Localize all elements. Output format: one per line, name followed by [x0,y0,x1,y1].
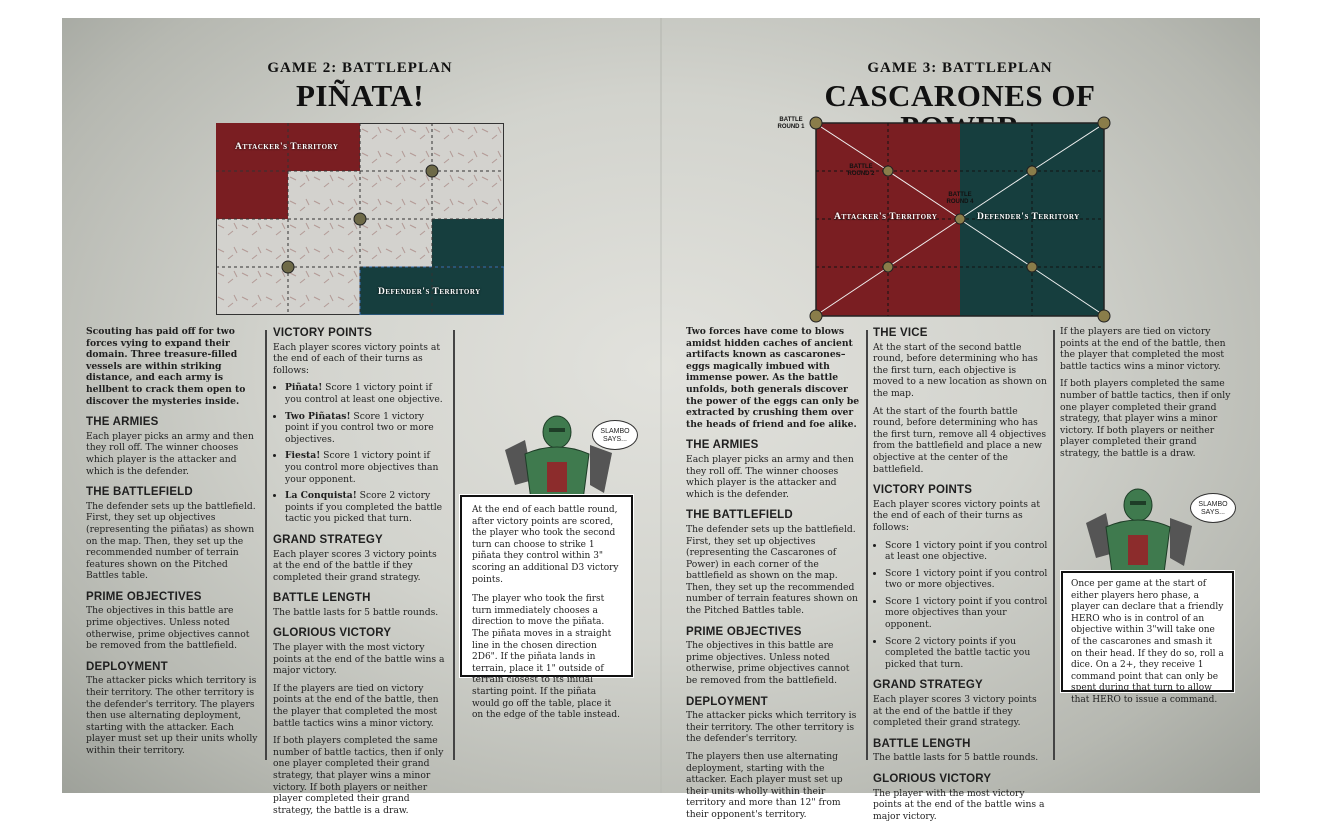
vp-item: • Two Piñatas! Score 1 victory point if you control two or more objectives. [285,411,448,446]
pinata-rule-box [460,495,633,721]
battlefield-text: The defender sets up the battlefield. First, they set up objectives (representing the Cascarones of Power) in each corner of the battlefield as shown on the map. Then, they set up the recommended number of terrain features shown on the Pitched Battles table. [686,523,858,617]
pinata-objective-2 [354,213,366,225]
pinata-rule-text-1: At the end of each battle round, after victory points are scored, the player who took the second turn can choose to strike 1 piñata they control within 3" scoring an additional D3 victory points. [472,505,619,585]
armies-text: Each player picks an army and then they roll off. The winner chooses which player is the attacker and which is the defender. [686,453,854,500]
grand-strategy-heading: GRAND STRATEGY [273,533,383,546]
glorious-victory-text-1: The player with the most victory points at the end of the battle wins a major victory. [873,787,1045,822]
deployment-heading: DEPLOYMENT [686,695,768,708]
battle-length-heading: BATTLE LENGTH [873,737,971,750]
cascarone-objective [1098,117,1110,129]
game2-title: PIÑATA! [295,78,425,113]
vp-item: • Score 1 victory point if you control more objectives than your opponent. [885,596,1048,631]
vice-text-1: At the start of the second battle round, before determining who has the first turn, each objective is moved to a new location as shown on the map. [873,341,1047,399]
prime-objectives-heading: PRIME OBJECTIVES [86,590,202,603]
cascarone-objective [883,262,893,272]
slambo-speech-bubble: SLAMBO SAYS... [592,420,638,450]
armies-text: Each player picks an army and then they roll off. The winner chooses which player is the attacker and which is the defender. [86,430,254,477]
glorious-victory-heading: GLORIOUS VICTORY [273,627,392,640]
right-column-2 [873,326,1048,828]
vice-heading: THE VICE [873,327,928,339]
deployment-text-2: The players then use alternating deployment, starting with the attacker. Each player must set up their units wholly within their territory and more than 12" from their opponent's territory. [686,751,843,820]
battlefield-heading: THE BATTLEFIELD [86,486,193,499]
glorious-victory-text-3: If both players completed the same number of battle tactics, then if only one player completed their grand strategy, that player wins a minor victory. If both players or neither player completed their grand strategy, the battle is a draw. [1060,378,1231,459]
victory-points-heading: VICTORY POINTS [873,484,973,497]
vp-item: • La Conquista! Score 2 victory points if you completed the battle tactic you picked that turn. [285,490,448,525]
cascarone-objective [883,166,893,176]
attacker-territory-label: Attacker's Territory [834,212,938,222]
attacker-territory-label: Attacker's Territory [235,142,339,152]
cascarones-rule-text: Once per game at the start of either players hero phase, a player can declare that a friendly HERO who is in control of an objective within 3"will take one of the cascarones and smash it on their head. If they do so, roll a dice. On a 2+, they receive 1 command point that can only be spent during that turn to allow that HERO to issue a command. [1071,579,1224,705]
slambo-character-illustration [1080,483,1200,573]
deployment-text-1: The attacker picks which territory is their territory. The other territory is the defender's territory. [686,710,857,745]
victory-points-text: Each player scores victory points at the end of each of their turns as follows: [873,498,1041,533]
glorious-victory-text-2: If the players are tied on victory points at the end of the battle, then the player that completed the most battle tactics wins a minor victory. [273,682,439,729]
victory-points-list [873,540,1048,671]
game3-title: CASCARONES OF [824,78,1096,113]
battlefield-heading: THE BATTLEFIELD [686,509,793,522]
vp-item: • Fiesta! Score 1 victory point if you control more objectives than your opponent. [285,450,448,485]
column-divider [866,330,868,760]
column-divider [265,330,267,760]
battle-length-text: The battle lasts for 5 battle rounds. [873,752,1039,764]
right-column-1 [686,326,860,827]
prime-objectives-text: The objectives in this battle are prime objectives. Unless noted otherwise, prime objectives cannot be removed from the battlefield. [686,640,850,687]
victory-points-heading: VICTORY POINTS [273,327,373,339]
vp-item: • Score 2 victory points if you completed the battle tactic you picked that turn. [885,636,1048,671]
armies-heading: THE ARMIES [86,416,159,429]
cascarone-objective [955,214,965,224]
grand-strategy-heading: GRAND STRATEGY [873,679,983,692]
pinata-objective-1 [426,165,438,177]
column-divider [1053,330,1055,760]
cascarone-objective [1027,262,1037,272]
glorious-victory-text-1: The player with the most victory points at the end of the battle wins a major victory. [273,642,445,677]
grand-strategy-text: Each player scores 3 victory points at the end of the battle if they completed their grand strategy. [873,694,1037,729]
cascarones-rule-box [1061,571,1234,705]
intro-text: Two forces have come to blows amidst hidden caches of ancient artifacts known as cascarones–eggs magically imbued with immense power. As the battle unfolds, both generals discover the power of the eggs can only be extracted by crushing them over the heads of friend and foe alike. [686,326,860,430]
battle-round-2-label: BATTLE ROUND 2 [847,164,875,177]
cascarone-objective [1027,166,1037,176]
game3-subtitle: GAME 3: BATTLEPLAN [867,60,1053,76]
cascarone-objective [810,117,822,129]
slambo-speech-bubble: SLAMBO SAYS... [1190,493,1236,523]
glorious-victory-text-2: If the players are tied on victory points at the end of the battle, then the player that completed the most battle tactics wins a minor victory. [1060,326,1226,372]
cascarone-objective [1098,310,1110,322]
deployment-heading: DEPLOYMENT [86,660,168,673]
column-divider [453,330,455,760]
battlefield-text: The defender sets up the battlefield. First, they set up objectives (representing the piñatas) as shown on the map. Then, they set up the recommended number of terrain features shown on the Pitched Battles table. [86,500,256,582]
game2-subtitle: GAME 2: BATTLEPLAN [267,60,453,76]
vice-text-2: At the start of the fourth battle round, before determining who has the first turn, remove all 4 objectives from the battlefield and place a new objective at the center of the battlefield. [873,405,1047,475]
defender-territory-label: Defender's Territory [977,212,1080,222]
prime-objectives-heading: PRIME OBJECTIVES [686,625,802,638]
pinata-objective-3 [282,261,294,273]
intro-text: Scouting has paid off for two forces vying to expand their domain. Three treasure-filled vessels are within striking distance, and each army is hellbent to crack them open to discover the mysteries inside. [86,326,246,407]
battle-length-text: The battle lasts for 5 battle rounds. [273,606,439,618]
right-column-3 [1060,326,1238,466]
defender-territory-label: Defender's Territory [378,287,481,297]
vp-item: • Score 1 victory point if you control two or more objectives. [885,568,1048,591]
vp-item: • Score 1 victory point if you control at least one objective. [885,540,1048,563]
glorious-victory-heading: GLORIOUS VICTORY [873,773,992,785]
victory-points-text: Each player scores victory points at the end of each of their turns as follows: [273,341,441,376]
cascarone-objective [810,310,822,322]
battle-round-1-label: BATTLE ROUND 1 [777,117,805,130]
battle-round-4-label: BATTLE ROUND 4 [946,192,974,205]
deployment-text: The attacker picks which territory is their territory. The other territory is the defender's territory. The players then use alternating deployment, starting with the attacker. Each player must set up their units wholly within their territory. [86,675,258,756]
glorious-victory-text-3: If both players completed the same number of battle tactics, then if only one player completed their grand strategy, that player wins a minor victory. If both players or neither player completed their grand strategy, the battle is a draw. [273,735,444,816]
battle-length-heading: BATTLE LENGTH [273,592,371,605]
victory-points-list [273,382,448,525]
armies-heading: THE ARMIES [686,439,759,452]
left-column-1 [86,326,258,763]
prime-objectives-text: The objectives in this battle are prime objectives. Unless noted otherwise, prime objectives cannot be removed from the battlefield. [86,605,250,652]
grand-strategy-text: Each player scores 3 victory points at the end of the battle if they completed their grand strategy. [273,548,437,583]
vp-item: • Piñata! Score 1 victory point if you control at least one objective. [285,382,448,405]
pinata-rule-text-2: The player who took the first turn immediately chooses a direction to move the piñata. The piñata moves in a straight line in the chosen direction 2D6". If the piñata lands in terrain, place it 1" outside of terrain closest to its initial starting point. If the piñata would go off the table, place it on the edge of the table instead. [472,594,620,721]
left-column-2 [273,326,448,822]
